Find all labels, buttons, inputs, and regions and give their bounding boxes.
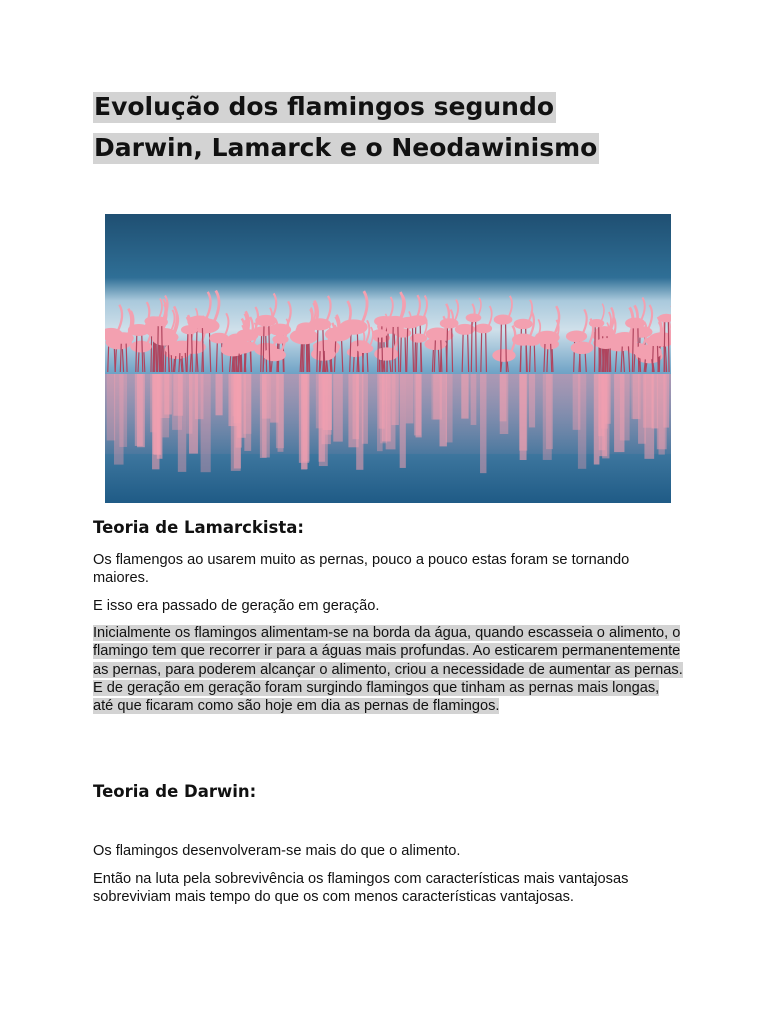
lamarck-paragraph-3 [93,624,683,715]
lamarck-paragraph-1: Os flamengos ao usarem muito as pernas, pouco a pouco estas foram se tornando maiores. [93,552,630,587]
title-line-2: Darwin, Lamarck e o Neodawinismo [94,133,598,162]
darwin-heading: Teoria de Darwin: [93,782,257,801]
title-line-1: Evolução dos flamingos segundo [94,92,555,121]
document-title [93,86,599,168]
lamarck-paragraph-2: E isso era passado de geração em geração. [93,598,380,614]
darwin-paragraph-2: Então na luta pela sobrevivência os flamingos com características mais vantajosas sobreviviam mais tempo do que os com menos características vantajosas. [93,871,629,906]
darwin-paragraph-1: Os flamingos desenvolveram-se mais do que o alimento. [93,843,461,859]
lamarck-heading: Teoria de Lamarckista: [93,518,304,537]
flamingos-photo [105,214,671,503]
lamarck-paragraph-3-text: Inicialmente os flamingos alimentam-se na borda da água, quando escasseia o alimento, o flamingo tem que recorrer ir para a águas mais profundas. Ao esticarem permanentemente as pernas, para poderem alcançar o alimento, criou a necessidade de aumentar as pernas. E de geração em geração foram surgindo flamingos que tinham as pernas mais longas, até que ficaram como são hoje em dia as pernas de flamingos. [93,625,683,715]
